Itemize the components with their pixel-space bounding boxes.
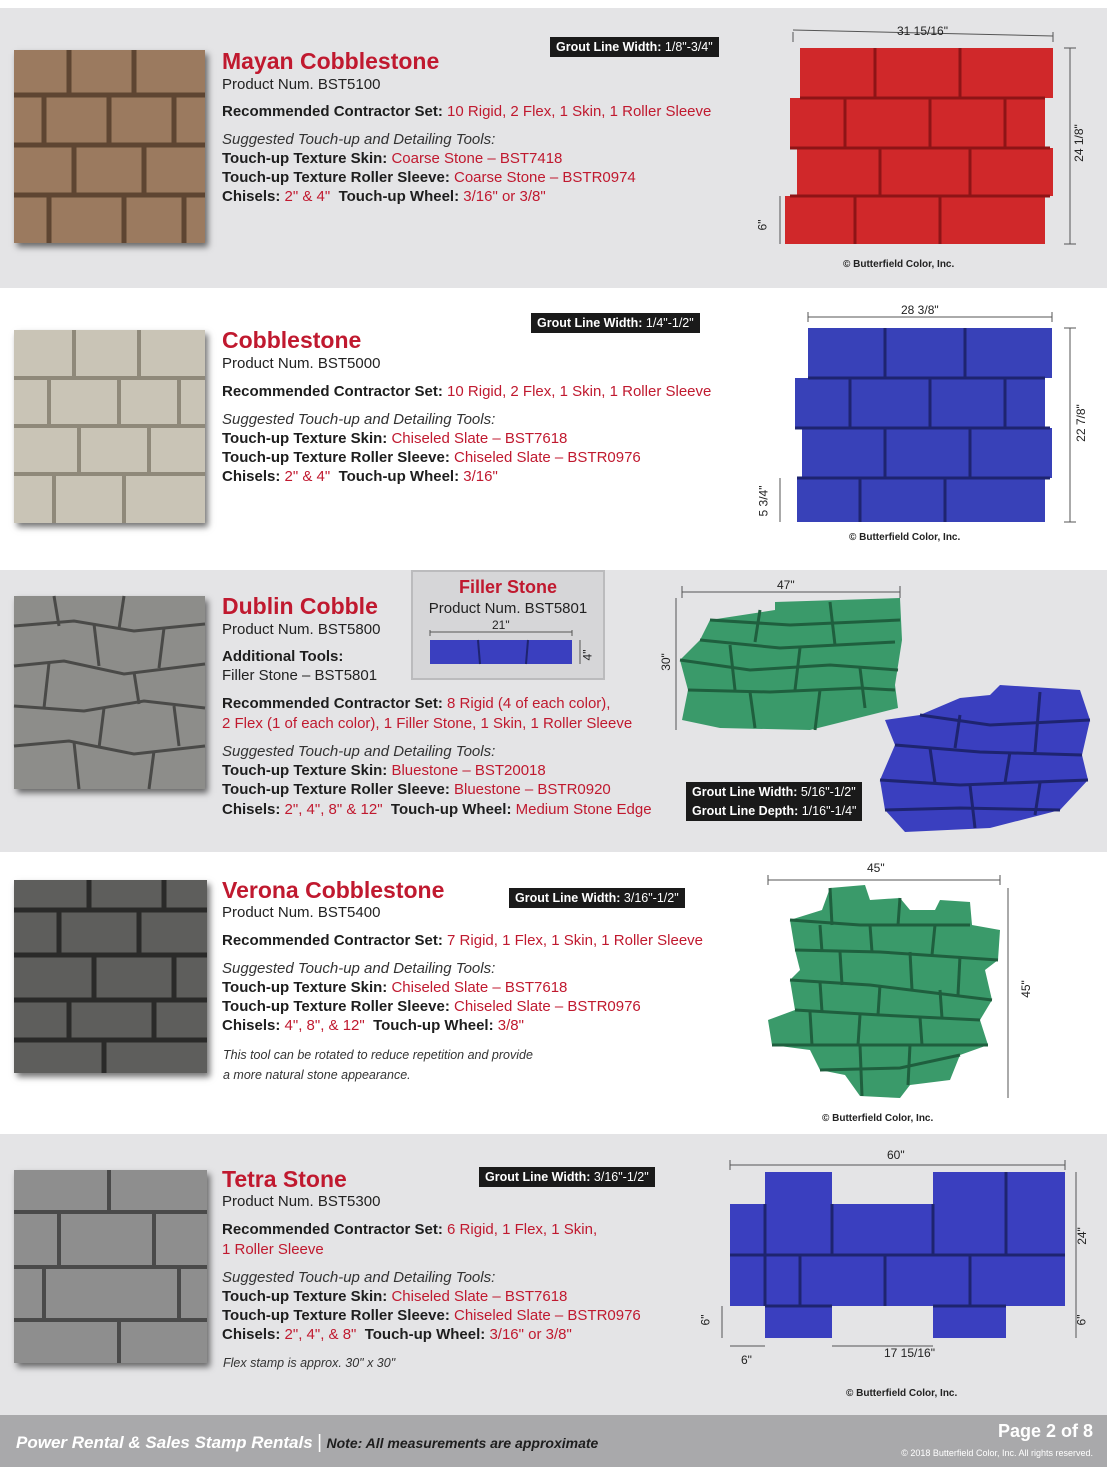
grout-label: Grout Line Width: bbox=[537, 316, 643, 330]
contractor-set-value-2: 1 Roller Sleeve bbox=[222, 1241, 324, 1258]
contractor-set-value: 8 Rigid (4 of each color), bbox=[447, 695, 611, 712]
product-title: Mayan Cobblestone bbox=[222, 48, 440, 74]
touchup-skin-label: Touch-up Texture Skin: bbox=[222, 762, 388, 779]
footer-note: Note: All measurements are approximate bbox=[326, 1435, 599, 1451]
copyright-caption: © Butterfield Color, Inc. bbox=[822, 1113, 934, 1124]
product-number: Product Num. BST5100 bbox=[222, 76, 381, 93]
suggested-tools-heading: Suggested Touch-up and Detailing Tools: bbox=[222, 131, 496, 148]
rotation-note: This tool can be rotated to reduce repetition and provide bbox=[223, 1048, 533, 1062]
footer-separator: | bbox=[317, 1432, 323, 1453]
chisels-wheel bbox=[222, 1016, 524, 1035]
grout-value: 3/16"-1/2" bbox=[623, 891, 679, 905]
touchup-roller-label: Touch-up Texture Roller Sleeve: bbox=[222, 781, 450, 798]
touchup-roller bbox=[222, 780, 611, 799]
wheel-value: Medium Stone Edge bbox=[515, 801, 652, 818]
grout-label: Grout Line Width: bbox=[485, 1170, 591, 1184]
touchup-roller-label: Touch-up Texture Roller Sleeve: bbox=[222, 449, 450, 466]
suggested-tools-heading: Suggested Touch-up and Detailing Tools: bbox=[222, 960, 496, 977]
chisels-wheel bbox=[222, 800, 652, 819]
chisels-value: 4", 8", & 12" bbox=[284, 1017, 365, 1034]
contractor-set-value: 6 Rigid, 1 Flex, 1 Skin, bbox=[447, 1221, 598, 1238]
dimension-height: 24 1/8" bbox=[1071, 124, 1086, 162]
stamp-diagram-cobblestone bbox=[760, 310, 1090, 530]
contractor-set bbox=[222, 931, 703, 950]
dimension-width: 45" bbox=[867, 861, 885, 875]
touchup-skin-label: Touch-up Texture Skin: bbox=[222, 1288, 388, 1305]
flex-stamp-note: Flex stamp is approx. 30" x 30" bbox=[223, 1356, 396, 1370]
chisels-label: Chisels: bbox=[222, 468, 281, 485]
filler-stone-number: Product Num. BST5801 bbox=[428, 600, 588, 617]
product-photo-verona bbox=[14, 880, 207, 1073]
touchup-skin bbox=[222, 149, 562, 168]
touchup-skin-label: Touch-up Texture Skin: bbox=[222, 430, 388, 447]
contractor-set-value-2: 2 Flex (1 of each color), 1 Filler Stone, 1 Skin, 1 Roller Sleeve bbox=[222, 715, 633, 732]
dimension-side: 5 3/4" bbox=[756, 485, 771, 517]
dimension-width: 47" bbox=[777, 578, 795, 592]
chisels-value: 2" & 4" bbox=[284, 468, 331, 485]
chisels-value: 2" & 4" bbox=[284, 188, 331, 205]
rotation-note-2: a more natural stone appearance. bbox=[223, 1068, 411, 1082]
grout-value: 5/16"-1/2" bbox=[800, 785, 856, 799]
suggested-tools-heading: Suggested Touch-up and Detailing Tools: bbox=[222, 743, 496, 760]
additional-tools-label: Additional Tools: bbox=[222, 648, 344, 665]
contractor-set bbox=[222, 694, 610, 713]
product-title: Cobblestone bbox=[222, 327, 362, 353]
grout-line-depth-badge bbox=[686, 801, 862, 821]
chisels-wheel bbox=[222, 467, 498, 486]
grout-value: 1/8"-3/4" bbox=[664, 40, 713, 54]
touchup-skin-value: Bluestone – BST20018 bbox=[391, 762, 546, 779]
dimension-side: 6" bbox=[755, 219, 770, 231]
additional-tools-value: Filler Stone – BST5801 bbox=[222, 667, 378, 684]
filler-stone-title: Filler Stone bbox=[458, 577, 557, 597]
touchup-roller-value: Chiseled Slate – BSTR0976 bbox=[454, 998, 641, 1015]
grout-value: 3/16"-1/2" bbox=[593, 1170, 649, 1184]
dimension-bottom-left: 6" bbox=[741, 1353, 752, 1367]
wheel-label: Touch-up Wheel: bbox=[373, 1017, 494, 1034]
wheel-label: Touch-up Wheel: bbox=[390, 801, 512, 818]
suggested-tools-heading: Suggested Touch-up and Detailing Tools: bbox=[222, 1269, 496, 1286]
contractor-set bbox=[222, 1220, 597, 1239]
dimension-width: 31 15/16" bbox=[897, 24, 948, 38]
grout-line-width-badge bbox=[509, 888, 685, 908]
copyright-caption: © Butterfield Color, Inc. bbox=[849, 532, 961, 543]
chisels-value: 2", 4", & 8" bbox=[284, 1326, 357, 1343]
stamp-diagram-tetra bbox=[710, 1150, 1100, 1370]
grout-line-width-badge bbox=[550, 37, 719, 57]
chisels-label: Chisels: bbox=[222, 1017, 281, 1034]
touchup-roller-value: Chiseled Slate – BSTR0976 bbox=[454, 1307, 641, 1324]
product-photo-tetra bbox=[14, 1170, 207, 1363]
contractor-set bbox=[222, 382, 711, 401]
grout-line-width-badge bbox=[686, 782, 862, 802]
page-footer bbox=[0, 1415, 1107, 1467]
filler-height: 4" bbox=[580, 649, 595, 661]
grout-label: Grout Line Width: bbox=[692, 785, 798, 799]
contractor-set-label: Recommended Contractor Set: bbox=[222, 932, 443, 949]
contractor-set-label: Recommended Contractor Set: bbox=[222, 1221, 443, 1238]
touchup-roller bbox=[222, 448, 641, 467]
suggested-tools-heading: Suggested Touch-up and Detailing Tools: bbox=[222, 411, 496, 428]
wheel-label: Touch-up Wheel: bbox=[364, 1326, 486, 1343]
touchup-roller bbox=[222, 1306, 641, 1325]
wheel-label: Touch-up Wheel: bbox=[338, 468, 460, 485]
contractor-set-value: 10 Rigid, 2 Flex, 1 Skin, 1 Roller Sleeve bbox=[447, 103, 712, 120]
stamp-diagram-verona bbox=[760, 870, 1060, 1110]
dimension-height: 30" bbox=[658, 653, 673, 671]
contractor-set-label: Recommended Contractor Set: bbox=[222, 103, 443, 120]
touchup-roller-value: Coarse Stone – BSTR0974 bbox=[454, 169, 636, 186]
page-number: Page 2 of 8 bbox=[997, 1421, 1093, 1441]
touchup-skin-value: Chiseled Slate – BST7618 bbox=[391, 979, 568, 996]
touchup-roller-label: Touch-up Texture Roller Sleeve: bbox=[222, 1307, 450, 1324]
chisels-label: Chisels: bbox=[222, 801, 281, 818]
grout-depth-label: Grout Line Depth: bbox=[692, 804, 799, 818]
touchup-skin-value: Coarse Stone – BST7418 bbox=[391, 150, 563, 167]
dimension-width: 28 3/8" bbox=[901, 303, 939, 317]
chisels-value: 2", 4", 8" & 12" bbox=[284, 801, 383, 818]
touchup-skin-label: Touch-up Texture Skin: bbox=[222, 979, 388, 996]
wheel-value: 3/8" bbox=[497, 1017, 524, 1034]
dimension-side-right: 6" bbox=[1074, 1314, 1089, 1326]
product-photo-cobblestone bbox=[14, 330, 205, 523]
product-photo-mayan bbox=[14, 50, 205, 243]
grout-depth-value: 1/16"-1/4" bbox=[801, 804, 857, 818]
product-title: Dublin Cobble bbox=[222, 593, 378, 619]
footer-brand: Power Rental & Sales Stamp Rentals bbox=[16, 1433, 313, 1452]
dimension-bottom-mid: 17 15/16" bbox=[884, 1346, 935, 1360]
copyright-caption: © Butterfield Color, Inc. bbox=[846, 1388, 958, 1399]
filler-width: 21" bbox=[492, 618, 510, 632]
product-number: Product Num. BST5800 bbox=[222, 621, 381, 638]
product-title: Tetra Stone bbox=[222, 1166, 347, 1192]
wheel-value: 3/16" or 3/8" bbox=[463, 188, 546, 205]
contractor-set-value: 7 Rigid, 1 Flex, 1 Skin, 1 Roller Sleeve bbox=[447, 932, 703, 949]
touchup-skin bbox=[222, 978, 567, 997]
copyright-caption: © Butterfield Color, Inc. bbox=[843, 259, 955, 270]
filler-stone-diagram bbox=[428, 630, 598, 670]
chisels-label: Chisels: bbox=[222, 1326, 281, 1343]
touchup-roller-label: Touch-up Texture Roller Sleeve: bbox=[222, 169, 450, 186]
dimension-height: 45" bbox=[1018, 980, 1033, 998]
touchup-skin bbox=[222, 761, 546, 780]
grout-label: Grout Line Width: bbox=[515, 891, 621, 905]
chisels-label: Chisels: bbox=[222, 188, 281, 205]
touchup-roller-value: Chiseled Slate – BSTR0976 bbox=[454, 449, 641, 466]
wheel-value: 3/16" or 3/8" bbox=[489, 1326, 572, 1343]
grout-value: 1/4"-1/2" bbox=[645, 316, 694, 330]
footer-brand-line bbox=[16, 1432, 598, 1454]
footer-copyright: © 2018 Butterfield Color, Inc. All rights reserved. bbox=[901, 1448, 1093, 1458]
touchup-roller-value: Bluestone – BSTR0920 bbox=[454, 781, 611, 798]
touchup-roller bbox=[222, 168, 636, 187]
touchup-roller bbox=[222, 997, 641, 1016]
chisels-wheel bbox=[222, 1325, 572, 1344]
grout-line-width-badge bbox=[531, 313, 700, 333]
product-title: Verona Cobblestone bbox=[222, 877, 445, 903]
touchup-roller-label: Touch-up Texture Roller Sleeve: bbox=[222, 998, 450, 1015]
product-number: Product Num. BST5000 bbox=[222, 355, 381, 372]
dimension-side-left: 6" bbox=[698, 1314, 713, 1326]
chisels-wheel bbox=[222, 187, 546, 206]
touchup-skin bbox=[222, 429, 567, 448]
dimension-height: 24" bbox=[1074, 1227, 1089, 1245]
grout-line-width-badge bbox=[479, 1167, 655, 1187]
grout-label: Grout Line Width: bbox=[556, 40, 662, 54]
contractor-set-label: Recommended Contractor Set: bbox=[222, 695, 443, 712]
product-photo-dublin bbox=[14, 596, 205, 789]
touchup-skin-value: Chiseled Slate – BST7618 bbox=[391, 430, 568, 447]
touchup-skin bbox=[222, 1287, 567, 1306]
dimension-height: 22 7/8" bbox=[1073, 404, 1088, 442]
contractor-set-value: 10 Rigid, 2 Flex, 1 Skin, 1 Roller Sleeve bbox=[447, 383, 712, 400]
wheel-label: Touch-up Wheel: bbox=[338, 188, 460, 205]
contractor-set-label: Recommended Contractor Set: bbox=[222, 383, 443, 400]
wheel-value: 3/16" bbox=[463, 468, 498, 485]
dimension-width: 60" bbox=[887, 1148, 905, 1162]
stamp-diagram-mayan bbox=[760, 30, 1090, 250]
contractor-set bbox=[222, 102, 711, 121]
touchup-skin-value: Chiseled Slate – BST7618 bbox=[391, 1288, 568, 1305]
touchup-skin-label: Touch-up Texture Skin: bbox=[222, 150, 388, 167]
product-number: Product Num. BST5400 bbox=[222, 904, 381, 921]
product-number: Product Num. BST5300 bbox=[222, 1193, 381, 1210]
